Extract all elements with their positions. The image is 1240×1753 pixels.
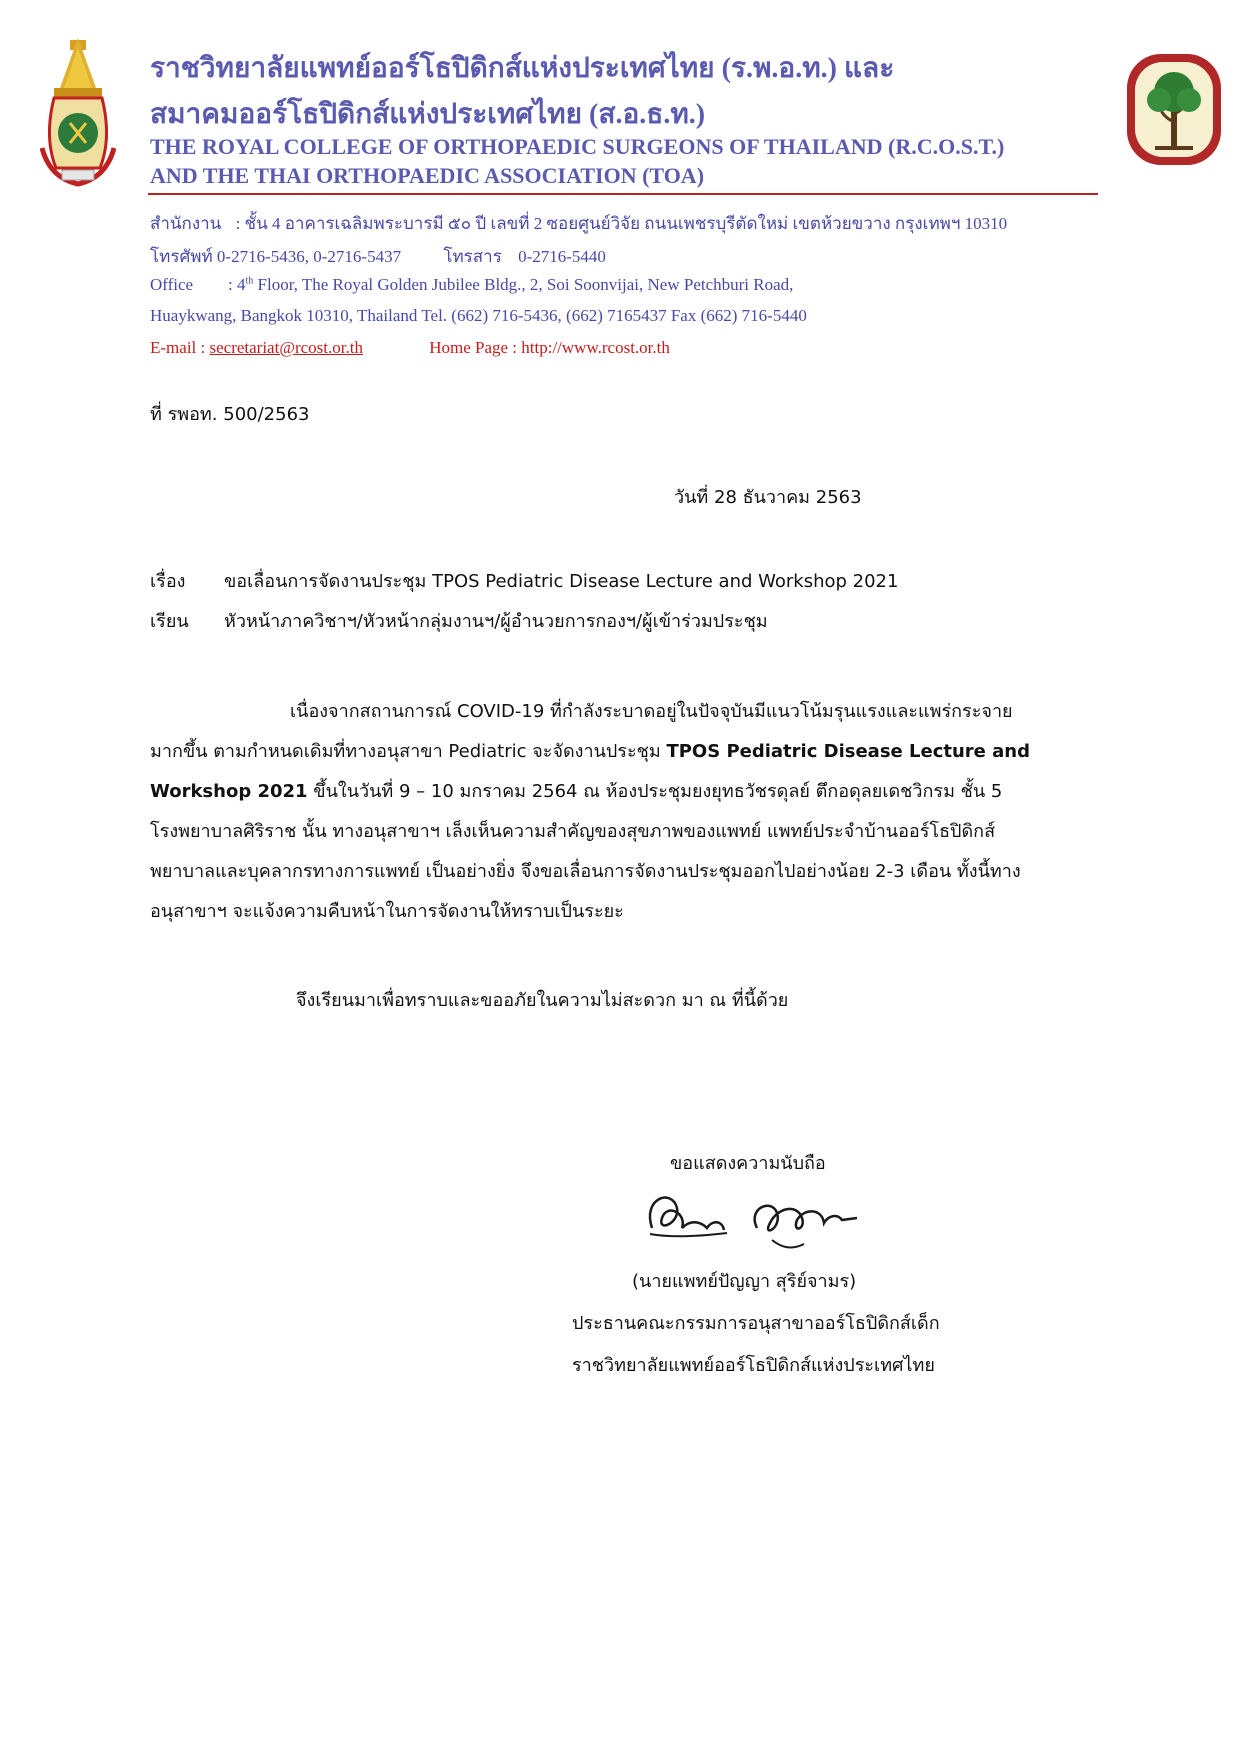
org-name-english-line2: AND THE THAI ORTHOPAEDIC ASSOCIATION (TOA) [150,163,705,188]
toa-tree-seal-logo [1125,52,1223,167]
email-link[interactable]: secretariat@rcost.or.th [209,338,363,357]
signer-name: (นายแพทย์ปัญญา สุริย์จามร) [632,1271,857,1292]
recipient-text: หัวหน้าภาควิชาฯ/หัวหน้ากลุ่มงานฯ/ผู้อำนวยการกองฯ/ผู้เข้าร่วมประชุม [224,611,768,632]
office-address-thai: : ชั้น 4 อาคารเฉลิมพระบารมี ๕๐ ปี เลขที่ 2 ซอยศูนย์วิจัย ถนนเพชรบุรีตัดใหม่ เขตห้วยขวาง กรุงเทพฯ 10310 [235,214,1008,233]
closing-phrase: ขอแสดงความนับถือ [670,1153,826,1174]
contact-line [150,338,670,358]
org-name-english-line1: THE ROYAL COLLEGE OF ORTHOPAEDIC SURGEONS OF THAILAND (R.C.O.S.T.) [150,134,1005,159]
org-name-thai-line1: ราชวิทยาลัยแพทย์ออร์โธปิดิกส์แห่งประเทศไทย (ร.พ.อ.ท.) และ [150,53,895,84]
paragraph-2: จึงเรียนมาเพื่อทราบและขออภัยในความไม่สะดวก มา ณ ที่นี้ด้วย [296,990,789,1011]
subject-text: ขอเลื่อนการจัดงานประชุม TPOS Pediatric Disease Lecture and Workshop 2021 [224,571,899,592]
fax-number: 0-2716-5440 [518,247,606,266]
paragraph-1-line-4: โรงพยาบาลศิริราช นั้น ทางอนุสาขาฯ เล็งเห็นความสำคัญของสุขภาพของแพทย์ แพทย์ประจำบ้านออร์โธปิดิกส์ [150,821,996,842]
address-english-line1 [150,275,793,295]
email-label: E-mail : [150,338,210,357]
rcost-emblem-logo [40,38,116,188]
header-divider [148,193,1098,195]
org-name-thai-line2: สมาคมออร์โธปิดิกส์แห่งประเทศไทย (ส.อ.ธ.ท.) [150,99,706,130]
paragraph-1-line-5: พยาบาลและบุคลากรทางการแพทย์ เป็นอย่างยิ่ง จึงขอเลื่อนการจัดงานประชุมออกไปอย่างน้อย 2-3 เดือน ทั้งนี้ทาง [150,861,1021,882]
letter-date: วันที่ 28 ธันวาคม 2563 [674,487,862,508]
para1-line2-text: มากขึ้น ตามกำหนดเดิมที่ทางอนุสาขา Pediatric จะจัดงานประชุม [150,741,667,762]
paragraph-1-line-2 [150,736,1030,765]
reference-number: ที่ รพอท. 500/2563 [150,404,310,425]
paragraph-1-line-1: เนื่องจากสถานการณ์ COVID-19 ที่กำลังระบาดอยู่ในปัจจุบันมีแนวโน้มรุนแรงและแพร่กระจาย [290,701,1013,722]
fax-label-thai: โทรสาร [443,247,502,266]
office-floor-suffix: th [245,275,254,287]
paragraph-1-line-6: อนุสาขาฯ จะแจ้งความคืบหน้าในการจัดงานให้ทราบเป็นระยะ [150,901,624,922]
subject-line [150,562,898,602]
para1-line3-text: ขึ้นในวันที่ 9 – 10 มกราคม 2564 ณ ห้องประชุมยงยุทธวัชรดุลย์ ตึกอดุลยเดชวิกรม ชั้น 5 [307,781,1003,802]
address-thai-line1 [150,210,1007,237]
homepage-link[interactable]: Home Page : http://www.rcost.or.th [429,338,670,357]
signer-title-line2: ราชวิทยาลัยแพทย์ออร์โธปิดิกส์แห่งประเทศไทย [572,1355,935,1376]
event-name-part1: TPOS Pediatric Disease Lecture and [666,741,1030,762]
phone-numbers: 0-2716-5436, 0-2716-5437 [216,247,402,266]
signer-title-line1: ประธานคณะกรรมการอนุสาขาออร์โธปิดิกส์เด็ก [572,1313,940,1334]
office-label-thai: สำนักงาน [150,214,222,233]
recipient-label: เรียน [150,611,189,632]
recipient-line [150,602,768,642]
office-address-english: Floor, The Royal Golden Jubilee Bldg., 2, Soi Soonvijai, New Petchburi Road, [253,275,794,294]
phone-label-thai: โทรศัพท์ [150,247,213,266]
office-label-english: Office [150,275,194,294]
office-floor: : 4 [228,275,246,294]
address-thai-line2 [150,243,606,270]
paragraph-1-line-3 [150,776,1002,805]
address-english-line2: Huaykwang, Bangkok 10310, Thailand Tel. (662) 716-5436, (662) 7165437 Fax (662) 716-5440 [150,306,807,325]
handwritten-signature [632,1178,882,1258]
event-name-part2: Workshop 2021 [150,781,308,802]
subject-label: เรื่อง [150,571,186,592]
